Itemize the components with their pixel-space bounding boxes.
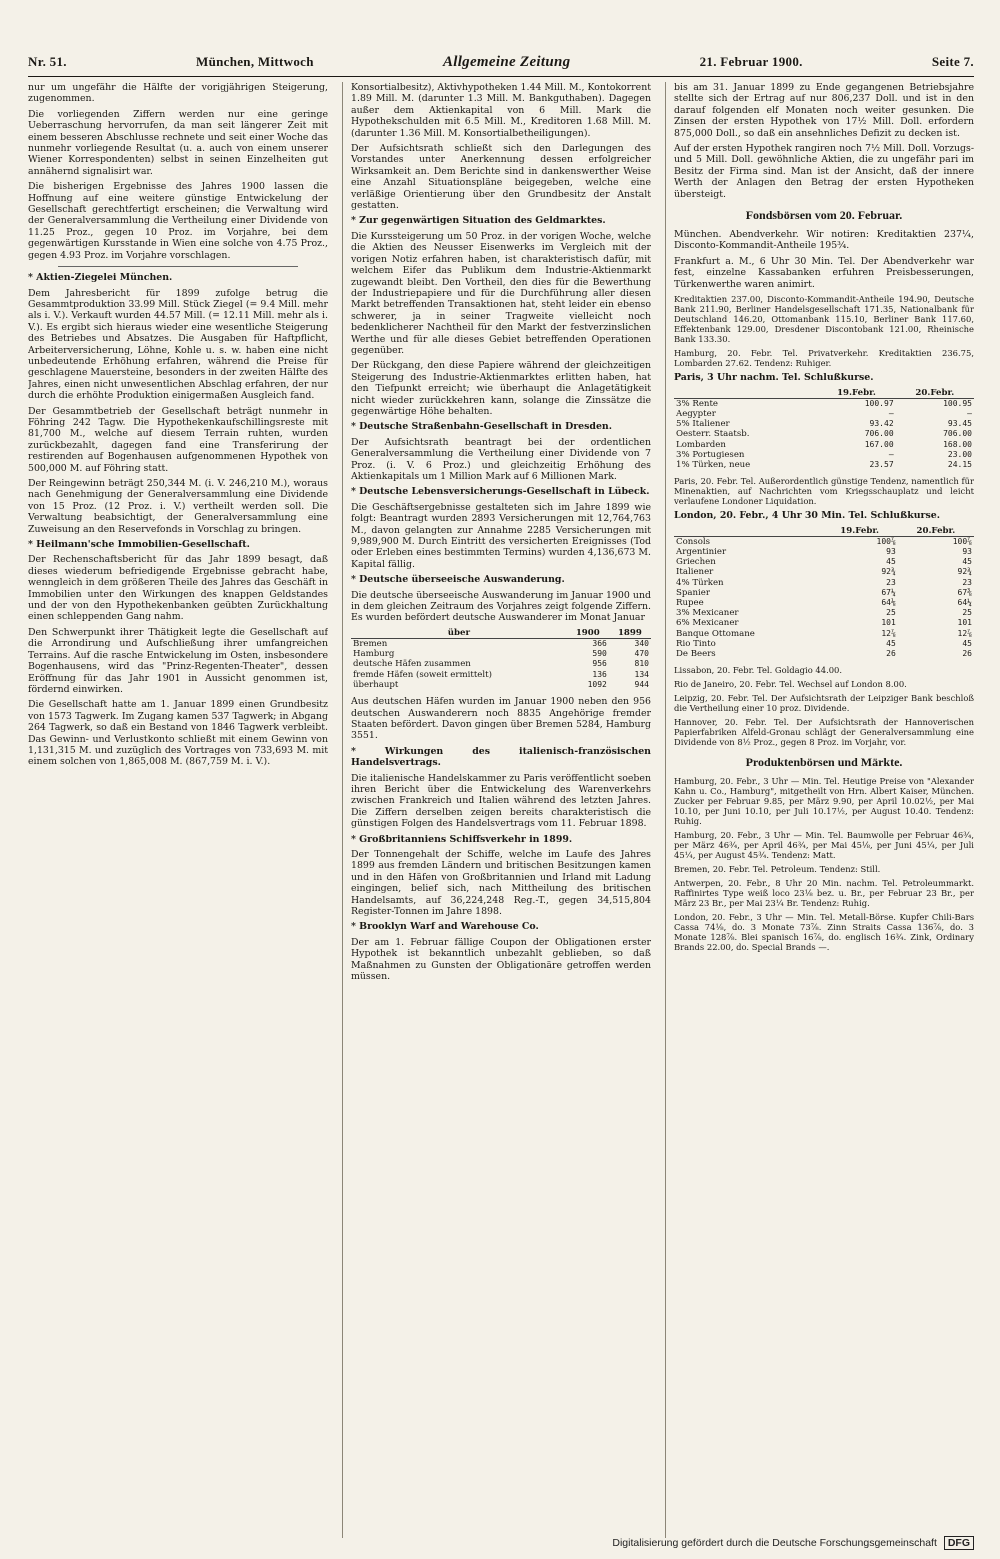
table-row bbox=[674, 588, 974, 598]
newspaper-title: Allgemeine Zeitung bbox=[442, 53, 571, 70]
paragraph: Die italienische Handelskammer zu Paris veröffentlicht soeben ihren Bericht über die Entwickelung des Warenverkehrs zwischen Frankreich und Italien während des letzten Jahres. Die Ziffern derselben zeigen bereits charakteristisch die günstigen Folgen des Handelsvertrags vom 11. Februar 1898. bbox=[351, 772, 651, 830]
table-row bbox=[674, 419, 974, 429]
table-header: 20.Febr. bbox=[896, 388, 974, 399]
paragraph: Paris, 20. Febr. Tel. Außerordentlich günstige Tendenz, namentlich für Minenaktien, auf Nachrichten vom Kriegsschauplatz und leicht verlaufene Londoner Liquidation. bbox=[674, 476, 974, 507]
table-row bbox=[674, 578, 974, 588]
table-cell: 92¾ bbox=[957, 567, 972, 577]
section-heading: Produktenbörsen und Märkte. bbox=[745, 755, 903, 770]
paragraph: Konsortialbesitz), Aktivhypotheken 1.44 Mill. M., Kontokorrent 1.89 Mill. M. (darunter 1.3 Mill. M. Bankguthaben). Dagegen außer dem Aktienkapital von 6 Mill. Mark die Hypothekschulden mit 6.5 Mill. M., Kreditoren 1.68 Mill. M. (darunter 1.36 Mill. M. Konsortialbetheiligungen). bbox=[351, 82, 651, 139]
table-cell: 590 bbox=[592, 649, 607, 659]
table-cell: fremde Häfen (soweit ermittelt) bbox=[353, 669, 492, 680]
newspaper-page bbox=[28, 48, 974, 1538]
table-cell: 3% Portugiesen bbox=[676, 449, 745, 460]
paragraph: Dem Jahresbericht für 1899 zufolge betrug die Gesammtproduktion 33.99 Mill. Stück Ziegel (= 9.4 Mill. mehr als i. V.). Verkauft wurden 44.57 Mill. (= 12.11 Mill. mehr als i. V.). Es ergibt sich hieraus wieder eine wesentliche Steigerung des Betriebes und Absatzes. Die Ausgaben für Haftpflicht, Arbeiterversicherung, Löhne, Kohle u. s. w. haben eine nicht unbedeutende Erhöhung erfahren, während die Preise für geschlagene Mauersteine, besonders in der zweiten Hälfte des Jahres, einen nicht unwesentlichen Abschlag erfahren, der nur durch die erhöhte Produktion einigermaßen Ausgleich fand. bbox=[28, 287, 328, 402]
paragraph: München. Abendverkehr. Wir notiren: Kreditaktien 237¼, Disconto-Kommandit-Antheile 195¾. bbox=[674, 229, 974, 252]
paragraph: nur um ungefähr die Hälfte der vorigjährigen Steigerung, zugenommen. bbox=[28, 82, 328, 105]
table-row bbox=[674, 536, 974, 547]
paragraph: Kreditaktien 237.00, Disconto-Kommandit-Antheile 194.90, Deutsche Bank 211.90, Berliner Handelsgesellschaft 171.35, Nationalbank für Deutschland 146.20, Ottomanbank 115.10, Berliner Bank 117.60, Effektenbank 129.00, Dresdener Discontobank 121.00, Rheinische Bank 133.30. bbox=[674, 294, 974, 345]
table-cell: Oesterr. Staatsb. bbox=[676, 429, 750, 440]
issue-date: 21. Februar 1900. bbox=[699, 54, 803, 69]
article-heading: * Deutsche Straßenbahn-Gesellschaft in Dresden. bbox=[351, 421, 613, 433]
table-cell: 3% Rente bbox=[676, 398, 718, 409]
table-cell: 167.00 bbox=[864, 439, 894, 449]
table-row bbox=[674, 547, 974, 557]
table-cell: De Beers bbox=[676, 648, 716, 659]
paragraph: Hamburg, 20. Febr., 3 Uhr — Min. Tel. Heutige Preise von "Alexander Kahn u. Co., Hamburg", mitgetheilt von Hrn. Albert Kaiser, München. Zucker per Februar 9.85, per März 9.90, per April 10.02½, per Mai 10.10, per Juni 10.10, per Juli 10.17½, per August 10.40. Tendenz: Ruhig. bbox=[674, 776, 974, 827]
paragraph: Hannover, 20. Febr. Tel. Der Aufsichtsrath der Hannoverischen Papierfabriken Alfeld-Gronau schlägt der Generalversammlung eine Dividende von 8½ Proz., gegen 8 Proz. im Vorjahr, vor. bbox=[674, 717, 974, 748]
table-row bbox=[674, 608, 974, 618]
table-row bbox=[674, 450, 974, 460]
table-cell: 136 bbox=[592, 669, 607, 679]
paragraph: Der Gesammtbetrieb der Gesellschaft beträgt nunmehr in Föhring 242 Tagw. Die Hypothekenkaufschillingsreste mit 81,700 M., welche auf diesem Terrain ruhten, wurden zurückbezahlt, dagegen fand eine Transferirung der restirenden auf Bogenhausen aufgenommenen Hypothek von 500,000 M. auf Föhring statt. bbox=[28, 405, 328, 474]
masthead bbox=[28, 48, 974, 77]
table-cell: 92¾ bbox=[881, 567, 896, 577]
table-cell: — bbox=[888, 449, 894, 459]
table-cell: Rupee bbox=[676, 597, 704, 608]
article-heading: * Großbritanniens Schiffsverkehr in 1899. bbox=[351, 833, 573, 845]
paragraph: Der Rechenschaftsbericht für das Jahr 1899 besagt, daß dieses wiederum befriedigende Ergebnisse gebracht habe, wenngleich in dem größeren Theile des Jahres das Geschäft in Immobilien unter den Wirkungen des knappen Geldstandes und der von den Hypothekenbanken geübten Zurückhaltung einen schleppenden Gang nahm. bbox=[28, 554, 328, 623]
table-row bbox=[674, 409, 974, 419]
paragraph: Antwerpen, 20. Febr., 8 Uhr 20 Min. nachm. Tel. Petroleummarkt. Raffinirtes Type weiß loco 23⅛ bez. u. Br., per Februar 23 Br., per März 23 Br., per Mai 23¼ Br. Tendenz: Ruhig. bbox=[674, 878, 974, 909]
table-cell: 23 bbox=[962, 577, 972, 587]
table-header: 20.Febr. bbox=[898, 526, 974, 537]
table-cell: 100.97 bbox=[864, 398, 894, 408]
table-cell: Lombarden bbox=[676, 439, 726, 450]
table-row bbox=[674, 460, 974, 470]
article-heading: * Zur gegenwärtigen Situation des Geldmarktes. bbox=[351, 215, 606, 227]
table-cell: 4% Türken bbox=[676, 577, 724, 588]
table-cell: 93 bbox=[962, 546, 972, 556]
paragraph: Frankfurt a. M., 6 Uhr 30 Min. Tel. Der Abendverkehr war fest, einzelne Kassabanken erfuhren Preisbesserungen, Türkenwerthe waren animirt. bbox=[674, 255, 974, 290]
paragraph: Der Reingewinn beträgt 250,344 M. (i. V. 246,210 M.), woraus nach Genehmigung der Generalversammlung eine Dividende von 15 Proz. (12 Proz. i. V.) vertheilt werden soll. Die Verwaltung beabsichtigt, der Generalversammlung eine Zuweisung an den Reservefonds in Vorschlag zu bringen. bbox=[28, 478, 328, 535]
table-cell: Banque Ottomane bbox=[676, 628, 755, 639]
paragraph: London, 20. Febr., 4 Uhr 30 Min. Tel. Schlußkurse. bbox=[674, 510, 940, 522]
paragraph: Lissabon, 20. Febr. Tel. Goldagio 44.00. bbox=[674, 665, 843, 676]
table-cell: 67¼ bbox=[881, 587, 896, 597]
table-cell: 1092 bbox=[587, 679, 607, 689]
paragraph: Paris, 3 Uhr nachm. Tel. Schlußkurse. bbox=[674, 372, 874, 384]
table-cell: 45 bbox=[886, 638, 896, 648]
paragraph: Rio de Janeiro, 20. Febr. Tel. Wechsel auf London 8.00. bbox=[674, 679, 907, 690]
table-row bbox=[351, 649, 651, 659]
divider bbox=[58, 266, 298, 267]
table-row bbox=[674, 567, 974, 577]
table-cell: 26 bbox=[962, 648, 972, 658]
table-cell: 12⅞ bbox=[881, 628, 896, 638]
table-header bbox=[674, 388, 817, 399]
table-header: 1899 bbox=[609, 628, 651, 639]
paragraph: Der Rückgang, den diese Papiere während der gleichzeitigen Steigerung des Industrie-Aktienmarktes erlitten haben, hat den Tiefpunkt erreicht; wie überhaupt die Anlagetätigkeit nicht wieder zurückkehren kann, solange die Zinssätze die gegenwärtige Höhe behalten. bbox=[351, 360, 651, 417]
paragraph: Den Schwerpunkt ihrer Thätigkeit legte die Gesellschaft auf die Arrondirung und Aufschließung ihrer umfangreichen Terrains. Auf die rasche Entwickelung im Osten, insbesondere Bogenhausens, wird das "Prinz-Regenten-Theater", dessen Eröffnung für das Jahr 1901 in Aussicht genommen ist, fördernd einwirken. bbox=[28, 626, 328, 695]
london-quotes-table bbox=[674, 526, 974, 660]
table-header: 19.Febr. bbox=[817, 388, 895, 399]
table-cell: 93.45 bbox=[947, 419, 972, 429]
table-cell: Italiener bbox=[676, 567, 714, 578]
table-cell: Argentinier bbox=[676, 546, 727, 557]
table-cell: 706.00 bbox=[864, 429, 894, 439]
paragraph: Leipzig, 20. Febr. Tel. Der Aufsichtsrath der Leipziger Bank beschloß die Vertheilung einer 10 proz. Dividende. bbox=[674, 693, 974, 714]
paragraph: Der Tonnengehalt der Schiffe, welche im Laufe des Jahres 1899 aus fremden Ländern und britischen Besitzungen kamen und in den Häfen von Großbritannien und Irland mit Ladung eingingen, belief sich, nach Mittheilung des britischen Handelsamts, auf 36,224,248 Reg.-T., gegen 34,515,804 Register-Tonnen im Jahre 1898. bbox=[351, 848, 651, 917]
table-cell: 100⅞ bbox=[876, 536, 896, 546]
table-cell: 470 bbox=[634, 649, 649, 659]
article-heading: * Aktien-Ziegelei München. bbox=[28, 272, 173, 284]
table-cell: 168.00 bbox=[943, 439, 972, 449]
table-header: 19.Febr. bbox=[822, 526, 898, 537]
paragraph: Der Aufsichtsrath schließt sich den Darlegungen des Vorstandes unter Anerkennung dessen erfolgreicher Wirksamkeit an. Dem Berichte sind in dankenswerther Weise eine Anzahl Situationspläne beigegeben, welche eine verläßige Orientierung über den Grundbesitz der Anstalt gestatten. bbox=[351, 143, 651, 212]
table-cell: — bbox=[888, 408, 894, 418]
table-row bbox=[674, 629, 974, 639]
paragraph: Die Gesellschaft hatte am 1. Januar 1899 einen Grundbesitz von 1573 Tagwerk. Im Zugang kamen 537 Tagwerk; in Abgang 264 Tagwerk, so daß ein Bestand von 1846 Tagwerk verbleibt. Das Gewinn- und Verlustkonto schließt mit einem Gewinn von 1,131,315 M. und zuzüglich des Vortrages von 733,693 M. mit einem solchen von 1,865,008 M. (867,759 M. i. V.). bbox=[28, 699, 328, 768]
paragraph: Der am 1. Februar fällige Coupon der Obligationen erster Hypothek ist bekanntlich unbezahlt geblieben, so daß Maßnahmen zu Gunsten der Obligationäre getroffen werden müssen. bbox=[351, 936, 651, 983]
table-cell: Rio Tinto bbox=[676, 638, 716, 649]
page-number: Seite 7. bbox=[931, 54, 974, 69]
column-1 bbox=[28, 82, 328, 1538]
table-row bbox=[674, 649, 974, 659]
paragraph: Bremen, 20. Febr. Tel. Petroleum. Tendenz: Still. bbox=[674, 864, 881, 875]
table-cell: 45 bbox=[962, 638, 972, 648]
table-cell: 1% Türken, neue bbox=[676, 459, 751, 470]
paragraph: bis am 31. Januar 1899 zu Ende gegangenen Betriebsjahre stellte sich der Ertrag auf nur 806,237 Doll. und ist in den darauf folgenden elf Monaten noch weiter gesunken. Die Zinsen der ersten Hypothek von 17½ Mill. Doll. erfordern 875,000 Doll., so daß ein ansehnliches Defizit zu decken ist. bbox=[674, 82, 974, 139]
credit-text: Digitalisierung gefördert durch die Deutsche Forschungsgemeinschaft bbox=[612, 1537, 937, 1549]
table-header: 1900 bbox=[567, 628, 609, 639]
table-cell: 25 bbox=[886, 608, 896, 618]
article-heading: * Brooklyn Warf and Warehouse Co. bbox=[351, 921, 539, 933]
table-row bbox=[351, 659, 651, 669]
table-cell: Bremen bbox=[353, 639, 388, 650]
column-3 bbox=[665, 82, 974, 1538]
table-row bbox=[674, 557, 974, 567]
paragraph: Hamburg, 20. Febr. Tel. Privatverkehr. Kreditaktien 236.75, Lombarden 27.62. Tendenz: Ruhiger. bbox=[674, 348, 974, 369]
issue-number: Nr. 51. bbox=[28, 54, 67, 69]
table-cell: 101 bbox=[957, 618, 972, 628]
article-heading: * Deutsche Lebensversicherungs-Gesellschaft in Lübeck. bbox=[351, 486, 650, 498]
table-cell: 810 bbox=[634, 659, 649, 669]
table-row bbox=[351, 680, 651, 690]
table-cell: 944 bbox=[634, 679, 649, 689]
table-cell: überhaupt bbox=[353, 679, 399, 690]
paragraph: Aus deutschen Häfen wurden im Januar 1900 neben den 956 deutschen Auswanderern noch 8835 Angehörige fremder Staaten befördert. Davon gingen über Bremen 5284, Hamburg 3551. bbox=[351, 696, 651, 742]
paris-quotes-table bbox=[674, 388, 974, 471]
paragraph: Die Kurssteigerung um 50 Proz. in der vorigen Woche, welche die Aktien des Neusser Eisenwerks im Vergleich mit der vorigen Notiz erfahren haben, ist charakteristisch dafür, mit welchem Eifer das Publikum dem Industrie-Aktienmarkt zugewandt bleibt. Den Vortheil, den dies für die Bewerthung der Industriepapiere und für die Durchführung aller diesen Markt betreffenden Transaktionen hat, steht leider ein ebenso schwerer, ja in seiner Tragweite vielleicht noch bedenklicherer Nachtheil für den Markt der festverzinslichen Werthe und für alle dieses Gebiet betreffenden Operationen gegenüber. bbox=[351, 230, 651, 356]
paragraph: Die Geschäftsergebnisse gestalteten sich im Jahre 1899 wie folgt: Beantragt wurden 2893 Versicherungen mit 12,764,763 M., davon gelangten zur Annahme 2285 Versicherungen mit 9,989,900 M. Durch Eintritt des versicherten Ereignisses (Tod oder Erleben eines bestimmten Termins) wurden 4,136,673 M. Kapital fällig. bbox=[351, 501, 651, 570]
table-cell: 26 bbox=[886, 648, 896, 658]
table-cell: 45 bbox=[962, 557, 972, 567]
table-cell: 23 bbox=[886, 577, 896, 587]
dfg-logo: DFG bbox=[944, 1536, 974, 1550]
table-cell: 25 bbox=[962, 608, 972, 618]
article-heading: * Heilmann'sche Immobilien-Gesellschaft. bbox=[28, 539, 250, 551]
table-cell: 64⅛ bbox=[881, 597, 896, 607]
table-cell: 706.00 bbox=[943, 429, 972, 439]
table-cell: Consols bbox=[676, 536, 711, 547]
table-cell: Hamburg bbox=[353, 649, 395, 660]
table-cell: 3% Mexicaner bbox=[676, 608, 739, 619]
table-header bbox=[674, 526, 822, 537]
table-cell: 100⅞ bbox=[952, 536, 972, 546]
table-cell: 23.57 bbox=[869, 459, 894, 469]
paragraph: London, 20. Febr., 3 Uhr — Min. Tel. Metall-Börse. Kupfer Chili-Bars Cassa 74⅛, do. 3 Monate 73⅞. Zinn Straits Cassa 136⅞, do. 3 Monate 128⅞. Blei spanisch 16⅞, do. englisch 16¾. Zink, Ordinary Brands 22.00, do. Special Brands —. bbox=[674, 912, 974, 953]
table-row bbox=[674, 618, 974, 628]
table-header: über bbox=[351, 628, 567, 639]
paragraph: Hamburg, 20. Febr., 3 Uhr — Min. Tel. Baumwolle per Februar 46¾, per März 46¾, per April 46¾, per Mai 45⅛, per Juni 45¼, per Juli 45¼, per August 45¾. Tendenz: Matt. bbox=[674, 830, 974, 861]
paragraph: Der Aufsichtsrath beantragt bei der ordentlichen Generalversammlung die Vertheilung einer Dividende von 7 Proz. (i. V. 6 Proz.) und gleichzeitig Erhöhung des Aktienkapitals um 1 Million Mark auf 6 Millionen Mark. bbox=[351, 436, 651, 482]
table-cell: Spanier bbox=[676, 587, 710, 598]
table-cell: 24.15 bbox=[947, 459, 972, 469]
table-cell: 45 bbox=[886, 557, 896, 567]
place-day: München, Mittwoch bbox=[196, 54, 314, 69]
column-2 bbox=[342, 82, 651, 1538]
table-cell: 64¼ bbox=[957, 597, 972, 607]
paragraph: Die deutsche überseeische Auswanderung im Januar 1900 und in dem gleichen Zeitraum des Vorjahres zeigt folgende Ziffern. Es wurden befördert deutsche Auswanderer im Monat Januar bbox=[351, 589, 651, 624]
table-cell: 366 bbox=[592, 639, 607, 649]
table-cell: 340 bbox=[634, 639, 649, 649]
table-row bbox=[351, 639, 651, 650]
table-cell: Griechen bbox=[676, 557, 716, 568]
table-row bbox=[674, 398, 974, 409]
table-cell: 93.42 bbox=[869, 419, 894, 429]
table-cell: — bbox=[967, 408, 972, 418]
table-row bbox=[351, 670, 651, 680]
article-heading: * Deutsche überseeische Auswanderung. bbox=[351, 574, 565, 586]
table-cell: 5% Italiener bbox=[676, 419, 730, 430]
paragraph: Die vorliegenden Ziffern werden nur eine geringe Ueberraschung hervorrufen, da man seit längerer Zeit mit einem besseren Abschlusse rechnete und seit einer Woche das nunmehr vorliegende Resultat (u. a. auch von einem unserer Wiener Korrespondenten) selbst in seinen Einzelheiten gut annähernd signalisirt war. bbox=[28, 108, 328, 177]
article-heading: * Wirkungen des italienisch-französischen Handelsvertrags. bbox=[351, 745, 651, 769]
paragraph: Auf der ersten Hypothek rangiren noch 7½ Mill. Doll. Vorzugs- und 5 Mill. Doll. gewöhnliche Aktien, die zu ungefähr pari im Besitz der Firma sind. Man ist der Ansicht, daß der innere Werth der Anlagen den Betrag der ersten Hypotheken übersteigt. bbox=[674, 143, 974, 200]
emigration-table bbox=[351, 628, 651, 690]
table-cell: 23.00 bbox=[947, 449, 972, 459]
table-cell: 93 bbox=[886, 546, 896, 556]
table-cell: deutsche Häfen zusammen bbox=[353, 659, 471, 670]
table-row bbox=[674, 429, 974, 439]
table-cell: 134 bbox=[634, 669, 649, 679]
table-row bbox=[674, 440, 974, 450]
article-columns bbox=[28, 82, 974, 1538]
table-row bbox=[674, 598, 974, 608]
table-cell: 6% Mexicaner bbox=[676, 618, 739, 629]
table-cell: 100.95 bbox=[943, 398, 972, 408]
table-row bbox=[674, 639, 974, 649]
section-heading: Fondsbörsen vom 20. Februar. bbox=[745, 208, 903, 223]
table-cell: 101 bbox=[881, 618, 896, 628]
paragraph: Die bisherigen Ergebnisse des Jahres 1900 lassen die Hoffnung auf eine weitere günstige Entwickelung der Gesellschaft gerechtfertigt erscheinen; die Verwaltung wird der Generalversammlung die Vertheilung einer Dividende von 11.25 Proz., gegen 10 Proz. im Vorjahre, bei dem gegenwärtigen Kursstande in Wien eine solche von 4.75 Proz., gegen 4.93 Proz. im Vorjahre vorschlagen. bbox=[28, 181, 328, 261]
table-cell: 956 bbox=[592, 659, 607, 669]
table-cell: 67⅜ bbox=[957, 587, 972, 597]
digitization-credit bbox=[612, 1537, 974, 1549]
table-cell: Aegypter bbox=[676, 408, 716, 419]
table-cell: 12⅞ bbox=[957, 628, 972, 638]
